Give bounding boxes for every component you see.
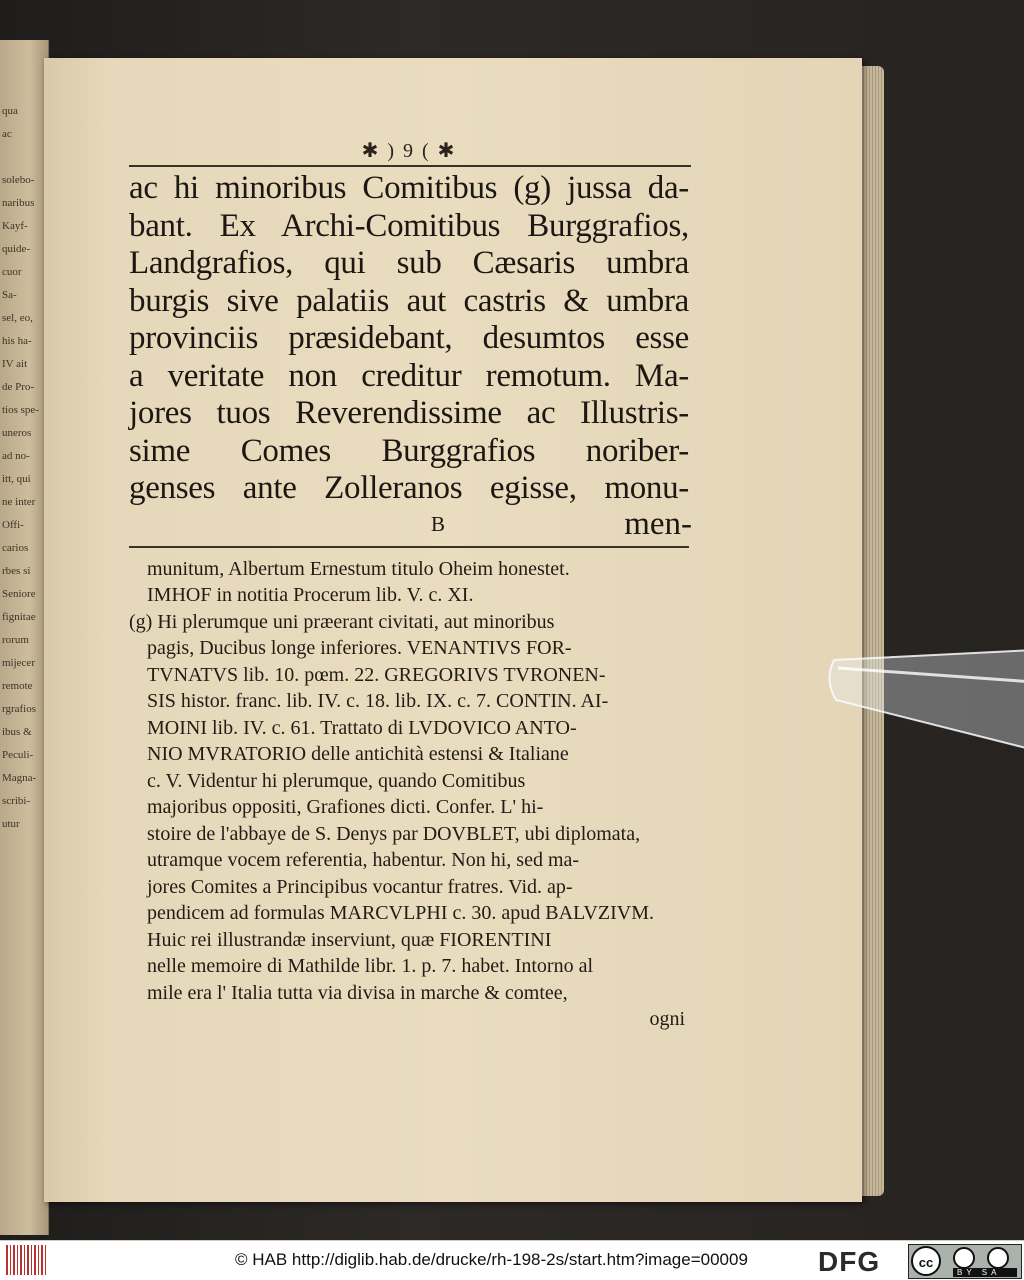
signature-row [129,505,692,542]
catchword: men- [624,505,692,542]
left-page-edge [0,40,49,1235]
note-line: majoribus oppositi, Grafiones dicti. Confer. L' hi- [147,796,544,818]
main-line: bant. Ex Archi-Comitibus Burggrafios, [129,207,689,244]
cc-icon: cc [911,1246,941,1276]
note-line: Huic rei illustrandæ inserviunt, quæ FIORENTINI [147,928,552,951]
sa-icon [987,1247,1009,1269]
note-line: MOINI lib. IV. c. 61. Trattato di LVDOVICO ANTO- [147,716,577,739]
by-icon [953,1247,975,1269]
main-text [129,170,689,508]
note-line: jores Comites a Principibus vocantur fratres. Vid. ap- [147,875,573,898]
main-line: a veritate non creditur remotum. Ma- [129,357,689,394]
page-number: ✱ ) 9 ( ✱ [361,140,457,162]
main-line: jores tuos Reverendissime ac Illustris- [129,395,689,431]
copyright-link[interactable]: © HAB http://diglib.hab.de/drucke/rh-198-2s/start.htm?image=00009 [235,1250,748,1269]
note-line: (g) Hi plerumque uni præerant civitati, aut minoribus [129,610,555,633]
page-header [129,138,689,164]
note-line: nelle memoire di Mathilde libr. 1. p. 7. habet. Intorno al [147,955,594,977]
license-label: BY SA [953,1268,1017,1277]
note-line: SIS histor. franc. lib. IV. c. 18. lib. IX. c. 7. CONTIN. AI- [147,690,609,712]
glass-page-holder [824,640,1024,750]
left-page-text: qua ac solebo- naribus Kayf- quide- cuor Sa- sel, eo, his ha- IV ait de Pro- tios spe- uneros ad no- itt, qui ne inter Offi- carios rbes si Seniore fignitae rorum mijecer remote rgrafios ibus & Peculi- Magna- scribi- utur [2,105,39,830]
note-line: IMHOF in notitia Procerum lib. V. c. XI. [147,584,474,606]
note-line: TVNATVS lib. 10. pœm. 22. GREGORIVS TVRONEN- [147,663,606,686]
main-line: provinciis præsidebant, desumtos esse [129,320,689,356]
footnotes [129,556,689,1033]
main-line: genses ante Zolleranos egisse, monu- [129,470,689,506]
page-content [129,138,692,1033]
hab-logo-icon[interactable] [6,1245,48,1275]
cc-license-badge[interactable] [908,1244,1022,1279]
main-line: ac hi minoribus Comitibus (g) jussa da- [129,170,689,206]
notes-catchword: ogni [649,1008,685,1030]
main-line: burgis sive palatiis aut castris & umbra [129,282,689,319]
footnote-rule [129,546,689,548]
book-page [44,58,862,1202]
note-line: pendicem ad formulas MARCVLPHI c. 30. apud BALVZIVM. [147,902,654,924]
note-line: mile era l' Italia tutta via divisa in marche & comtee, [147,981,568,1004]
note-line: c. V. Videntur hi plerumque, quando Comitibus [147,769,526,792]
note-line: munitum, Albertum Ernestum titulo Oheim honestet. [147,557,570,580]
header-rule [129,165,691,167]
note-line: stoire de l'abbaye de S. Denys par DOVBLET, ubi diplomata, [147,822,641,845]
note-line: utramque vocem referentia, habentur. Non hi, sed ma- [147,849,580,871]
footer-bar [0,1240,1024,1280]
signature-mark: B [431,511,446,536]
main-line: sime Comes Burggrafios noriber- [129,432,689,469]
note-line: pagis, Ducibus longe inferiores. VENANTIVS FOR- [147,637,572,659]
dfg-logo[interactable]: DFG [818,1246,881,1277]
main-line: Landgrafios, qui sub Cæsaris umbra [129,245,689,281]
note-line: NIO MVRATORIO delle antichità estensi & Italiane [147,743,569,765]
